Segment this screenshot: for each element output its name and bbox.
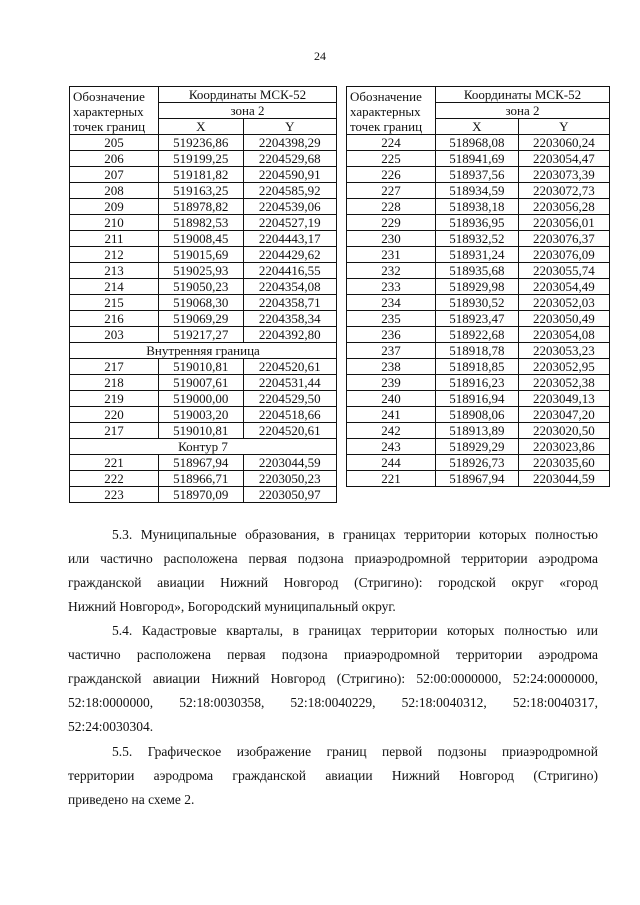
table-row — [347, 135, 610, 151]
header-point-label — [70, 87, 159, 135]
x-coordinate: 519069,29 — [159, 311, 244, 327]
table-row — [70, 263, 337, 279]
point-number: 227 — [347, 183, 436, 199]
table-row — [347, 199, 610, 215]
y-coordinate: 2203044,59 — [518, 471, 609, 487]
table-row — [347, 215, 610, 231]
table-row — [347, 471, 610, 487]
y-coordinate: 2203076,37 — [518, 231, 609, 247]
y-coordinate: 2204529,68 — [243, 151, 336, 167]
paragraph-line: 52:18:0000000, 52:18:0030358, 52:18:0040229, 52:18:0040312, 52:18:0040317, — [68, 695, 598, 710]
y-coordinate: 2203049,13 — [518, 391, 609, 407]
x-coordinate: 519025,93 — [159, 263, 244, 279]
point-number: 205 — [70, 135, 159, 151]
table-row — [347, 183, 610, 199]
x-coordinate: 519068,30 — [159, 295, 244, 311]
header-label-line: Обозначение — [73, 89, 145, 104]
y-coordinate: 2203055,74 — [518, 263, 609, 279]
table-row — [347, 439, 610, 455]
point-number: 240 — [347, 391, 436, 407]
header-coord-line: зона 2 — [505, 103, 540, 118]
point-number: 231 — [347, 247, 436, 263]
point-number: 236 — [347, 327, 436, 343]
point-number: 230 — [347, 231, 436, 247]
table-header — [347, 87, 610, 135]
x-coordinate: 519199,25 — [159, 151, 244, 167]
x-coordinate: 518937,56 — [436, 167, 519, 183]
point-number: 232 — [347, 263, 436, 279]
y-coordinate: 2203053,23 — [518, 343, 609, 359]
paragraph-line: приведено на схеме 2. — [68, 792, 195, 807]
header-y: Y — [243, 119, 336, 135]
table-row — [347, 455, 610, 471]
point-number: 216 — [70, 311, 159, 327]
point-number: 229 — [347, 215, 436, 231]
y-coordinate: 2203020,50 — [518, 423, 609, 439]
y-coordinate: 2203052,03 — [518, 295, 609, 311]
x-coordinate: 518970,09 — [159, 487, 244, 503]
header-coord-line: Координаты МСК-52 — [463, 87, 582, 102]
y-coordinate: 2204358,34 — [243, 311, 336, 327]
x-coordinate: 519010,81 — [159, 359, 244, 375]
point-number: 210 — [70, 215, 159, 231]
y-coordinate: 2203054,47 — [518, 151, 609, 167]
x-coordinate: 518982,53 — [159, 215, 244, 231]
right-table-body — [347, 135, 610, 487]
table-row — [347, 423, 610, 439]
table-row — [70, 215, 337, 231]
table-row — [347, 359, 610, 375]
point-number: 218 — [70, 375, 159, 391]
x-coordinate: 518936,95 — [436, 215, 519, 231]
table-row — [70, 471, 337, 487]
point-number: 221 — [70, 455, 159, 471]
x-coordinate: 518918,78 — [436, 343, 519, 359]
x-coordinate: 518929,98 — [436, 279, 519, 295]
y-coordinate: 2203073,39 — [518, 167, 609, 183]
table-row — [347, 295, 610, 311]
y-coordinate: 2204520,61 — [243, 423, 336, 439]
y-coordinate: 2203056,28 — [518, 199, 609, 215]
point-number: 209 — [70, 199, 159, 215]
point-number: 215 — [70, 295, 159, 311]
point-number: 213 — [70, 263, 159, 279]
table-row — [70, 359, 337, 375]
y-coordinate: 2203052,38 — [518, 375, 609, 391]
paragraph-5-3 — [68, 523, 598, 619]
point-number: 208 — [70, 183, 159, 199]
table-row — [70, 423, 337, 439]
table-row — [347, 311, 610, 327]
table-row — [347, 407, 610, 423]
point-number: 203 — [70, 327, 159, 343]
x-coordinate: 518931,24 — [436, 247, 519, 263]
y-coordinate: 2204529,50 — [243, 391, 336, 407]
point-number: 217 — [70, 423, 159, 439]
page-number: 24 — [314, 49, 326, 63]
y-coordinate: 2203076,09 — [518, 247, 609, 263]
y-coordinate: 2203072,73 — [518, 183, 609, 199]
group-title: Внутренняя граница — [70, 343, 337, 359]
paragraph-line: или частично расположена первая подзона приаэродромной территории аэродрома — [68, 551, 598, 566]
paragraph-line: 5.3. Муниципальные образования, в границах территории которых полностью — [112, 527, 598, 542]
x-coordinate: 519050,23 — [159, 279, 244, 295]
y-coordinate: 2203052,95 — [518, 359, 609, 375]
group-title-row — [70, 439, 337, 455]
x-coordinate: 518934,59 — [436, 183, 519, 199]
header-coord-line: зона 2 — [230, 103, 265, 118]
table-row — [70, 295, 337, 311]
header-point-label — [347, 87, 436, 135]
x-coordinate: 518930,52 — [436, 295, 519, 311]
paragraph-line: территории аэродрома гражданской авиации Нижний Новгород (Стригино) — [68, 768, 598, 783]
point-number: 222 — [70, 471, 159, 487]
header-coordinates — [436, 87, 610, 103]
table-row — [70, 279, 337, 295]
point-number: 214 — [70, 279, 159, 295]
paragraph-line: 52:24:0030304. — [68, 719, 154, 734]
point-number: 219 — [70, 391, 159, 407]
y-coordinate: 2204539,06 — [243, 199, 336, 215]
table-row — [70, 311, 337, 327]
x-coordinate: 519003,20 — [159, 407, 244, 423]
y-coordinate: 2204416,55 — [243, 263, 336, 279]
left-table-body — [70, 135, 337, 503]
y-coordinate: 2203044,59 — [243, 455, 336, 471]
x-coordinate: 518932,52 — [436, 231, 519, 247]
y-coordinate: 2203054,49 — [518, 279, 609, 295]
x-coordinate: 519163,25 — [159, 183, 244, 199]
table-row — [70, 135, 337, 151]
point-number: 206 — [70, 151, 159, 167]
x-coordinate: 519236,86 — [159, 135, 244, 151]
x-coordinate: 518941,69 — [436, 151, 519, 167]
x-coordinate: 518967,94 — [159, 455, 244, 471]
x-coordinate: 518967,94 — [436, 471, 519, 487]
point-number: 235 — [347, 311, 436, 327]
x-coordinate: 518916,94 — [436, 391, 519, 407]
group-title: Контур 7 — [70, 439, 337, 455]
header-zone — [436, 103, 610, 119]
x-coordinate: 518938,18 — [436, 199, 519, 215]
point-number: 221 — [347, 471, 436, 487]
y-coordinate: 2204392,80 — [243, 327, 336, 343]
y-coordinate: 2204520,61 — [243, 359, 336, 375]
point-number: 244 — [347, 455, 436, 471]
point-number: 237 — [347, 343, 436, 359]
x-coordinate: 518916,23 — [436, 375, 519, 391]
table-row — [347, 327, 610, 343]
table-row — [347, 343, 610, 359]
x-coordinate: 518978,82 — [159, 199, 244, 215]
paragraph-line: Нижний Новгород», Богородский муниципальный округ. — [68, 599, 396, 614]
y-coordinate: 2204429,62 — [243, 247, 336, 263]
x-coordinate: 519181,82 — [159, 167, 244, 183]
y-coordinate: 2204531,44 — [243, 375, 336, 391]
table-header — [70, 87, 337, 135]
header-label-line: Обозначение — [350, 89, 422, 104]
y-coordinate: 2204358,71 — [243, 295, 336, 311]
table-row — [70, 327, 337, 343]
paragraph-5-4 — [68, 619, 598, 739]
table-row — [347, 263, 610, 279]
y-coordinate: 2203035,60 — [518, 455, 609, 471]
table-row — [70, 455, 337, 471]
point-number: 226 — [347, 167, 436, 183]
header-coord-line: Координаты МСК-52 — [188, 87, 307, 102]
table-row — [70, 231, 337, 247]
header-label-line: точек границ — [350, 119, 423, 134]
y-coordinate: 2204443,17 — [243, 231, 336, 247]
point-number: 207 — [70, 167, 159, 183]
paragraph-line: 5.4. Кадастровые кварталы, в границах территории которых полностью или — [112, 623, 598, 638]
header-x: X — [159, 119, 244, 135]
x-coordinate: 518923,47 — [436, 311, 519, 327]
x-coordinate: 518908,06 — [436, 407, 519, 423]
point-number: 211 — [70, 231, 159, 247]
point-number: 239 — [347, 375, 436, 391]
header-y: Y — [518, 119, 609, 135]
y-coordinate: 2204354,08 — [243, 279, 336, 295]
y-coordinate: 2203050,49 — [518, 311, 609, 327]
header-label-line: точек границ — [73, 119, 146, 134]
coordinates-table-right — [346, 86, 610, 487]
x-coordinate: 519217,27 — [159, 327, 244, 343]
point-number: 243 — [347, 439, 436, 455]
table-row — [70, 391, 337, 407]
paragraph-line: гражданской авиации Нижний Новгород (Стригино): 52:00:0000000, 52:24:0000000, — [68, 671, 598, 686]
table-row — [70, 167, 337, 183]
header-x: X — [436, 119, 519, 135]
coordinates-table-left — [69, 86, 337, 503]
x-coordinate: 518926,73 — [436, 455, 519, 471]
y-coordinate: 2203060,24 — [518, 135, 609, 151]
table-row — [70, 199, 337, 215]
x-coordinate: 519010,81 — [159, 423, 244, 439]
table-row — [347, 167, 610, 183]
header-coordinates — [159, 87, 337, 103]
table-row — [70, 247, 337, 263]
y-coordinate: 2203023,86 — [518, 439, 609, 455]
y-coordinate: 2203050,97 — [243, 487, 336, 503]
table-row — [70, 487, 337, 503]
table-row — [70, 407, 337, 423]
x-coordinate: 518935,68 — [436, 263, 519, 279]
table-row — [347, 391, 610, 407]
x-coordinate: 518918,85 — [436, 359, 519, 375]
y-coordinate: 2204398,29 — [243, 135, 336, 151]
table-row — [70, 375, 337, 391]
x-coordinate: 518922,68 — [436, 327, 519, 343]
group-title-row — [70, 343, 337, 359]
table-row — [70, 183, 337, 199]
point-number: 238 — [347, 359, 436, 375]
point-number: 220 — [70, 407, 159, 423]
point-number: 225 — [347, 151, 436, 167]
point-number: 217 — [70, 359, 159, 375]
point-number: 242 — [347, 423, 436, 439]
x-coordinate: 518968,08 — [436, 135, 519, 151]
paragraph-line: гражданской авиации Нижний Новгород (Стригино): городской округ «город — [68, 575, 598, 590]
y-coordinate: 2204585,92 — [243, 183, 336, 199]
paragraph-line: частично расположена первая подзона приаэродромной территории аэродрома — [68, 647, 598, 662]
x-coordinate: 519008,45 — [159, 231, 244, 247]
x-coordinate: 519000,00 — [159, 391, 244, 407]
table-row — [347, 247, 610, 263]
table-row — [347, 279, 610, 295]
x-coordinate: 518913,89 — [436, 423, 519, 439]
point-number: 228 — [347, 199, 436, 215]
point-number: 223 — [70, 487, 159, 503]
y-coordinate: 2204518,66 — [243, 407, 336, 423]
x-coordinate: 518966,71 — [159, 471, 244, 487]
y-coordinate: 2203056,01 — [518, 215, 609, 231]
x-coordinate: 519015,69 — [159, 247, 244, 263]
y-coordinate: 2203050,23 — [243, 471, 336, 487]
y-coordinate: 2204590,91 — [243, 167, 336, 183]
table-row — [70, 151, 337, 167]
point-number: 234 — [347, 295, 436, 311]
x-coordinate: 519007,61 — [159, 375, 244, 391]
x-coordinate: 518929,29 — [436, 439, 519, 455]
y-coordinate: 2203054,08 — [518, 327, 609, 343]
header-label-line: характерных — [350, 104, 421, 119]
point-number: 241 — [347, 407, 436, 423]
y-coordinate: 2203047,20 — [518, 407, 609, 423]
table-row — [347, 151, 610, 167]
table-row — [347, 375, 610, 391]
point-number: 212 — [70, 247, 159, 263]
table-row — [347, 231, 610, 247]
header-zone — [159, 103, 337, 119]
paragraph-5-5 — [68, 740, 598, 812]
point-number: 224 — [347, 135, 436, 151]
y-coordinate: 2204527,19 — [243, 215, 336, 231]
paragraph-line: 5.5. Графическое изображение границ первой подзоны приаэродромной — [112, 744, 598, 759]
point-number: 233 — [347, 279, 436, 295]
header-label-line: характерных — [73, 104, 144, 119]
